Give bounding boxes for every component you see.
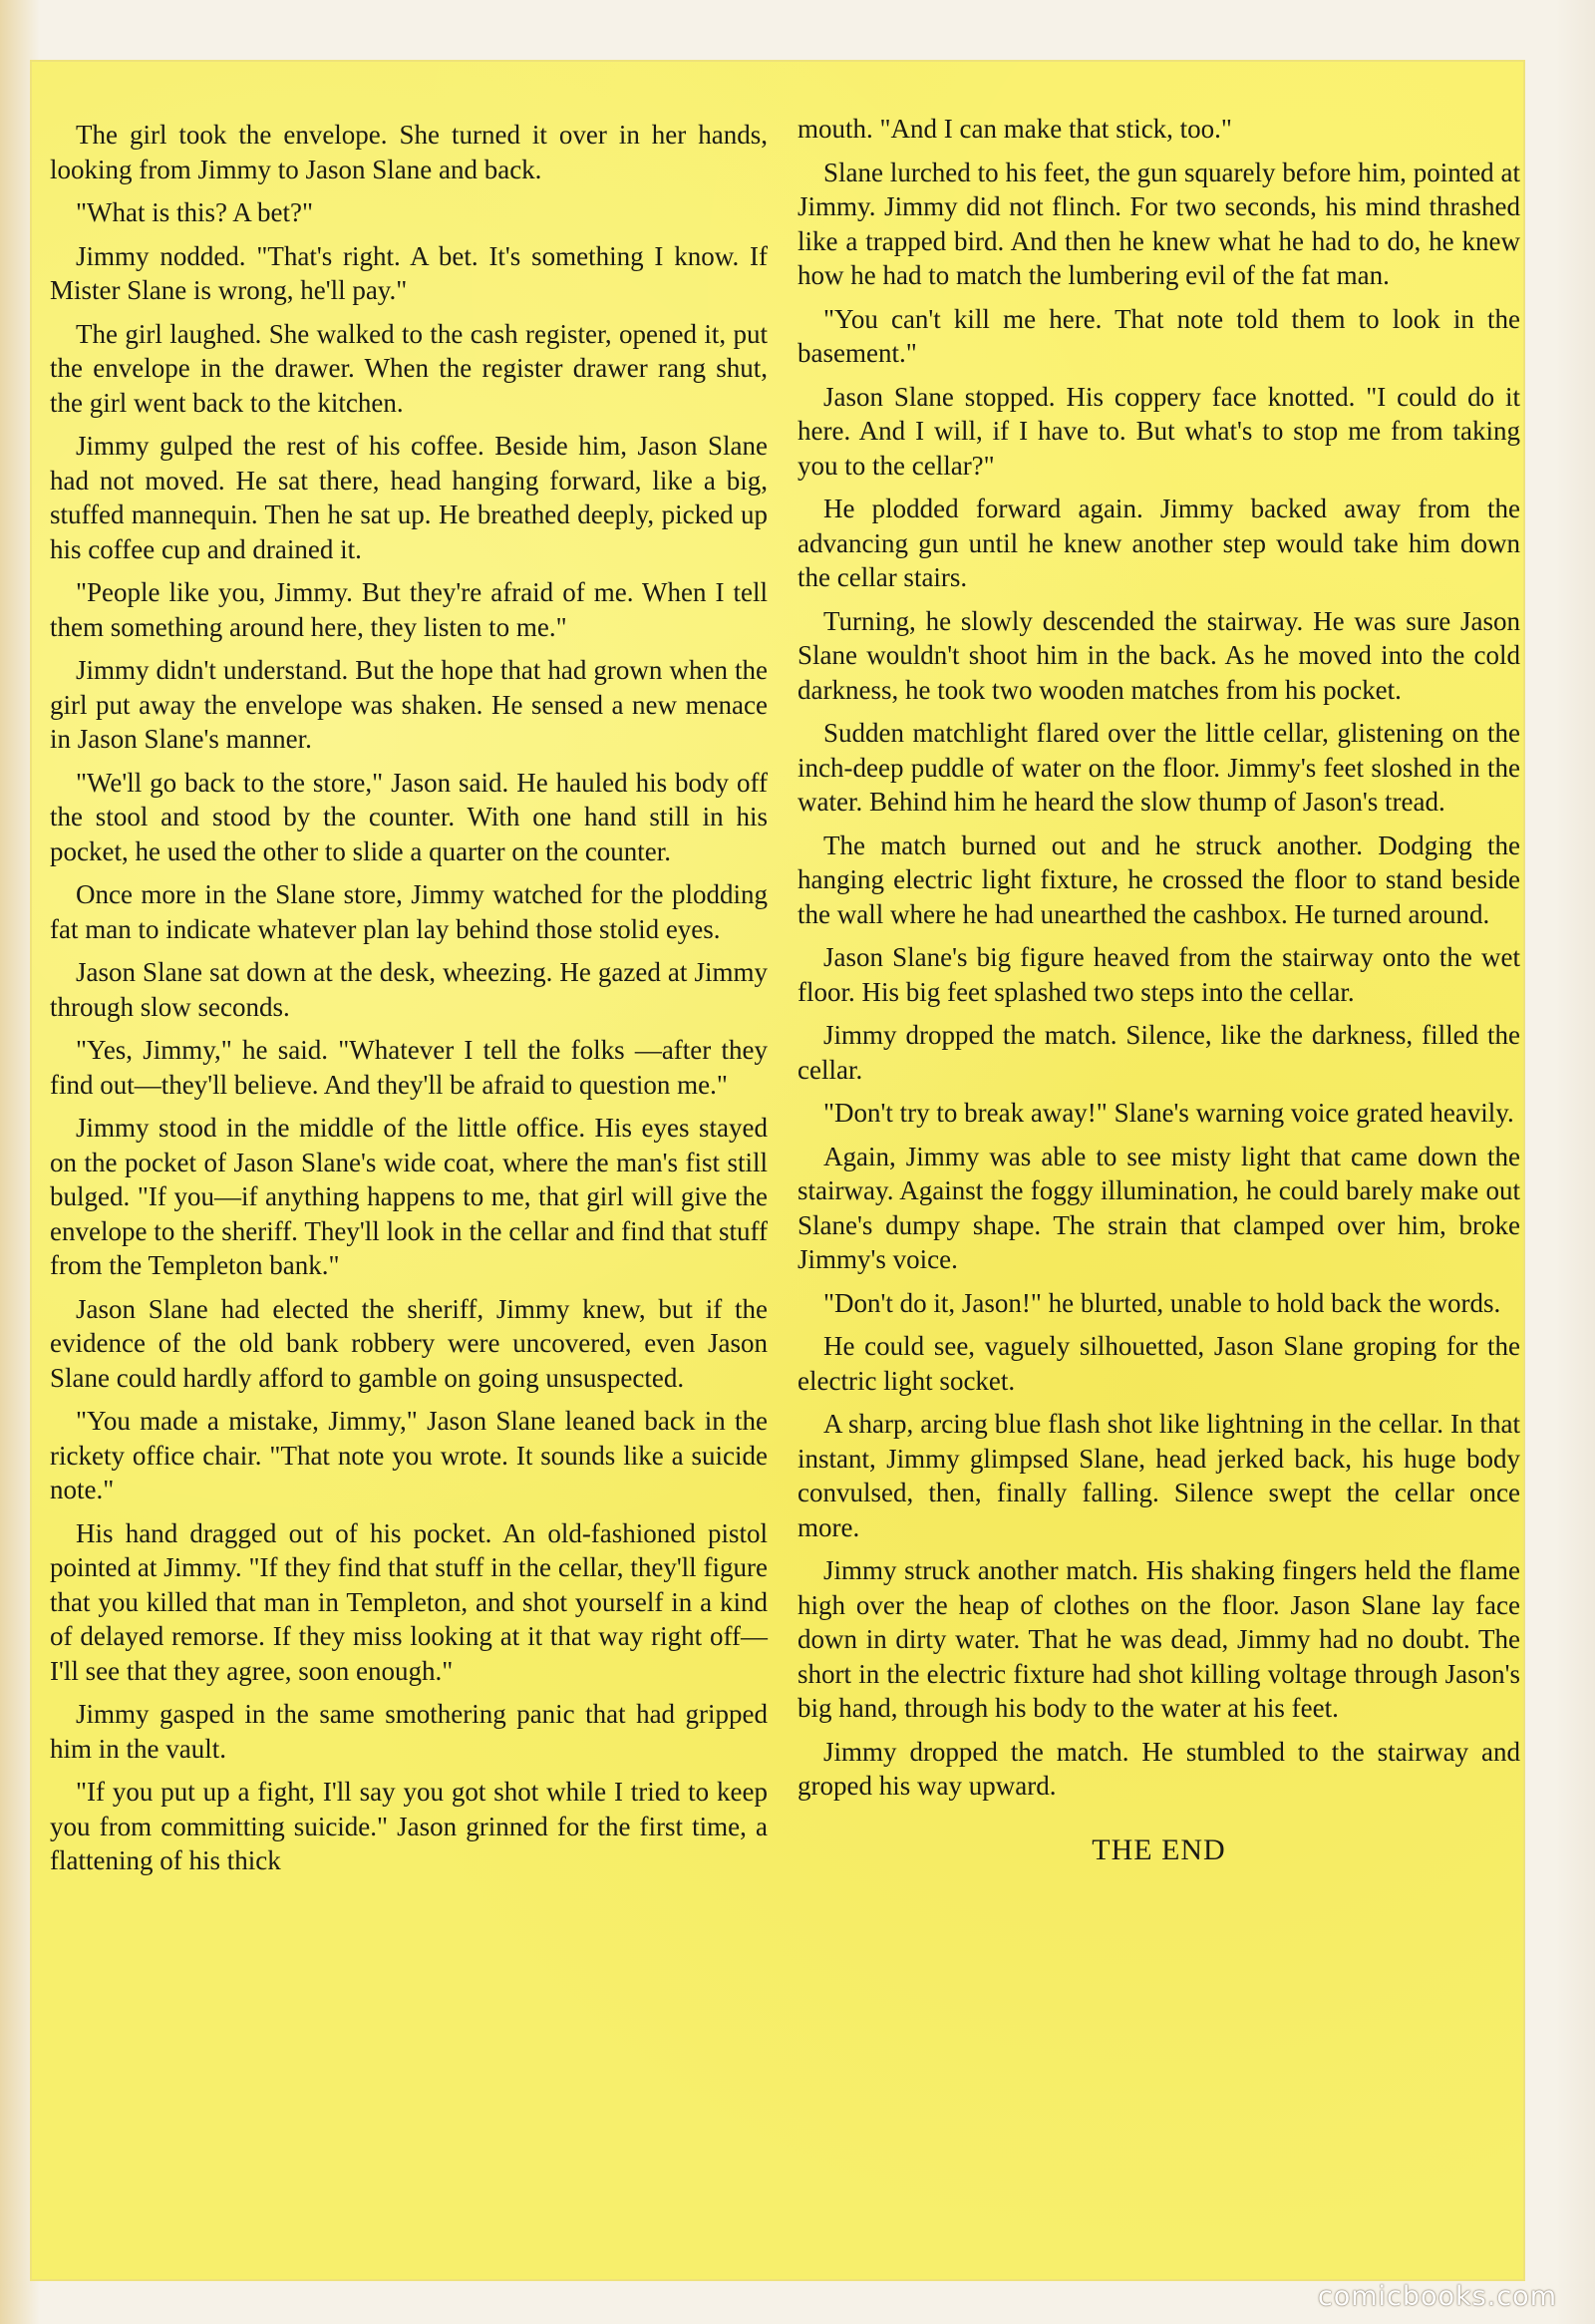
paragraph: "People like you, Jimmy. But they're afraid of me. When I tell them something around here, they listen to me.": [50, 577, 768, 642]
paragraph: "If you put up a fight, I'll say you got shot while I tried to keep you from committing suicide." Jason grinned for the first time, a flattening of his thick: [50, 1777, 768, 1875]
watermark: comicbooks.com: [1317, 2281, 1557, 2312]
paragraph: "Don't try to break away!" Slane's warning voice grated heavily.: [823, 1098, 1514, 1128]
paragraph: His hand dragged out of his pocket. An old-fashioned pistol pointed at Jimmy. "If they find that stuff in the cellar, they'll figure that you killed that man in Templeton, and shot yourself in a kind of delayed remorse. If they miss looking at it that way right off—I'll see that they agree, soon enough.": [50, 1517, 768, 1686]
paragraph: Jimmy stood in the middle of the little office. His eyes stayed on the pocket of Jason Slane's wide coat, where the man's fist still bulged. "If you—if anything happens to me, that girl will give the envelope to the sheriff. They'll look in the cellar and find that stuff from the Templeton bank.": [50, 1113, 768, 1280]
paragraph: Jason Slane stopped. His coppery face knotted. "I could do it here. And I will, if I have to. But what's to stop me from taking you to the cellar?": [798, 381, 1520, 481]
paragraph: Jason Slane sat down at the desk, wheezing. He gazed at Jimmy through slow seconds.: [50, 957, 768, 1022]
paragraph: "Yes, Jimmy," he said. "Whatever I tell the folks —after they find out—they'll believe. And they'll be afraid to question me.": [50, 1035, 768, 1100]
paragraph: Jason Slane had elected the sheriff, Jimmy knew, but if the evidence of the old bank robbery were uncovered, even Jason Slane could hardly afford to gamble on going unsuspected.: [50, 1293, 768, 1393]
paragraph: Turning, he slowly descended the stairway. He was sure Jason Slane wouldn't shoot him in the back. As he moved into the cold darkness, he took two wooden matches from his pocket.: [798, 605, 1520, 705]
paragraph: "Don't do it, Jason!" he blurted, unable to hold back the words.: [823, 1287, 1501, 1318]
paragraph: Jimmy gulped the rest of his coffee. Beside him, Jason Slane had not moved. He sat there, head hanging forward, like a big, stuffed mannequin. Then he sat up. He breathed deeply, picked up his coffee cup and drained it.: [50, 431, 768, 564]
paragraph: He could see, vaguely silhouetted, Jason Slane groping for the electric light socket.: [798, 1331, 1520, 1396]
paragraph: Jimmy gasped in the same smothering panic that had gripped him in the vault.: [50, 1699, 768, 1764]
paragraph: Jimmy dropped the match. He stumbled to the stairway and groped his way upward.: [798, 1736, 1520, 1801]
right-column: [798, 112, 1520, 1876]
paragraph: Jimmy nodded. "That's right. A bet. It's something I know. If Mister Slane is wrong, he'll pay.": [50, 240, 768, 305]
paragraph: Sudden matchlight flared over the little cellar, glistening on the inch-deep puddle of water on the floor. Jimmy's feet sloshed in the water. Behind him he heard the slow thump of Jason's tread.: [798, 718, 1520, 817]
paragraph-continuation: mouth. "And I can make that stick, too.": [798, 114, 1232, 144]
paragraph: The girl took the envelope. She turned it over in her hands, looking from Jimmy to Jason Slane and back.: [50, 120, 768, 184]
paragraph: Slane lurched to his feet, the gun squarely before him, pointed at Jimmy. Jimmy did not flinch. For two seconds, his mind thrashed like a trapped bird. And then he knew what he had to do, he knew how he had to match the lumbering evil of the fat man.: [798, 157, 1520, 290]
paragraph: "What is this? A bet?": [76, 197, 314, 227]
paragraph: Jimmy dropped the match. Silence, like the darkness, filled the cellar.: [798, 1020, 1520, 1085]
paragraph: Again, Jimmy was able to see misty light that came down the stairway. Against the foggy illumination, he could barely make out Slane's dumpy shape. The strain that clamped over him, broke Jimmy's voice.: [798, 1141, 1520, 1274]
paragraph: He plodded forward again. Jimmy backed away from the advancing gun until he knew another step would take him down the cellar stairs.: [798, 494, 1520, 592]
paragraph: Jimmy didn't understand. But the hope that had grown when the girl put away the envelope was shaken. He sensed a new menace in Jason Slane's manner.: [50, 655, 768, 754]
paragraph: Jason Slane's big figure heaved from the stairway onto the wet floor. His big feet splashed two steps into the cellar.: [798, 942, 1520, 1007]
paragraph: Once more in the Slane store, Jimmy watched for the plodding fat man to indicate whatever plan lay behind those stolid eyes.: [50, 879, 768, 944]
paragraph: "You can't kill me here. That note told them to look in the basement.": [798, 303, 1520, 368]
paragraph: The girl laughed. She walked to the cash register, opened it, put the envelope in the drawer. When the register drawer rang shut, the girl went back to the kitchen.: [50, 318, 768, 418]
paragraph: "You made a mistake, Jimmy," Jason Slane leaned back in the rickety office chair. "That note you wrote. It sounds like a suicide note.": [50, 1406, 768, 1504]
left-column: [50, 118, 768, 1887]
paragraph: A sharp, arcing blue flash shot like lightning in the cellar. In that instant, Jimmy glimpsed Slane, head jerked back, his huge body convulsed, then, finally falling. Silence swept the cellar once more.: [798, 1409, 1520, 1542]
paragraph: Jimmy struck another match. His shaking fingers held the flame high over the heap of clothes on the floor. Jason Slane lay face down in dirty water. That he was dead, Jimmy had no doubt. The short in the electric fixture had shot killing voltage through Jason's big hand, through his body to the water at his feet.: [798, 1555, 1520, 1723]
story-end-label: THE END: [1092, 1832, 1226, 1866]
paragraph: The match burned out and he struck another. Dodging the hanging electric light fixture, he crossed the floor to stand beside the wall where he had unearthed the cashbox. He turned around.: [798, 830, 1520, 929]
paragraph: "We'll go back to the store," Jason said. He hauled his body off the stool and stood by the counter. With one hand still in his pocket, he used the other to slide a quarter on the counter.: [50, 767, 768, 866]
